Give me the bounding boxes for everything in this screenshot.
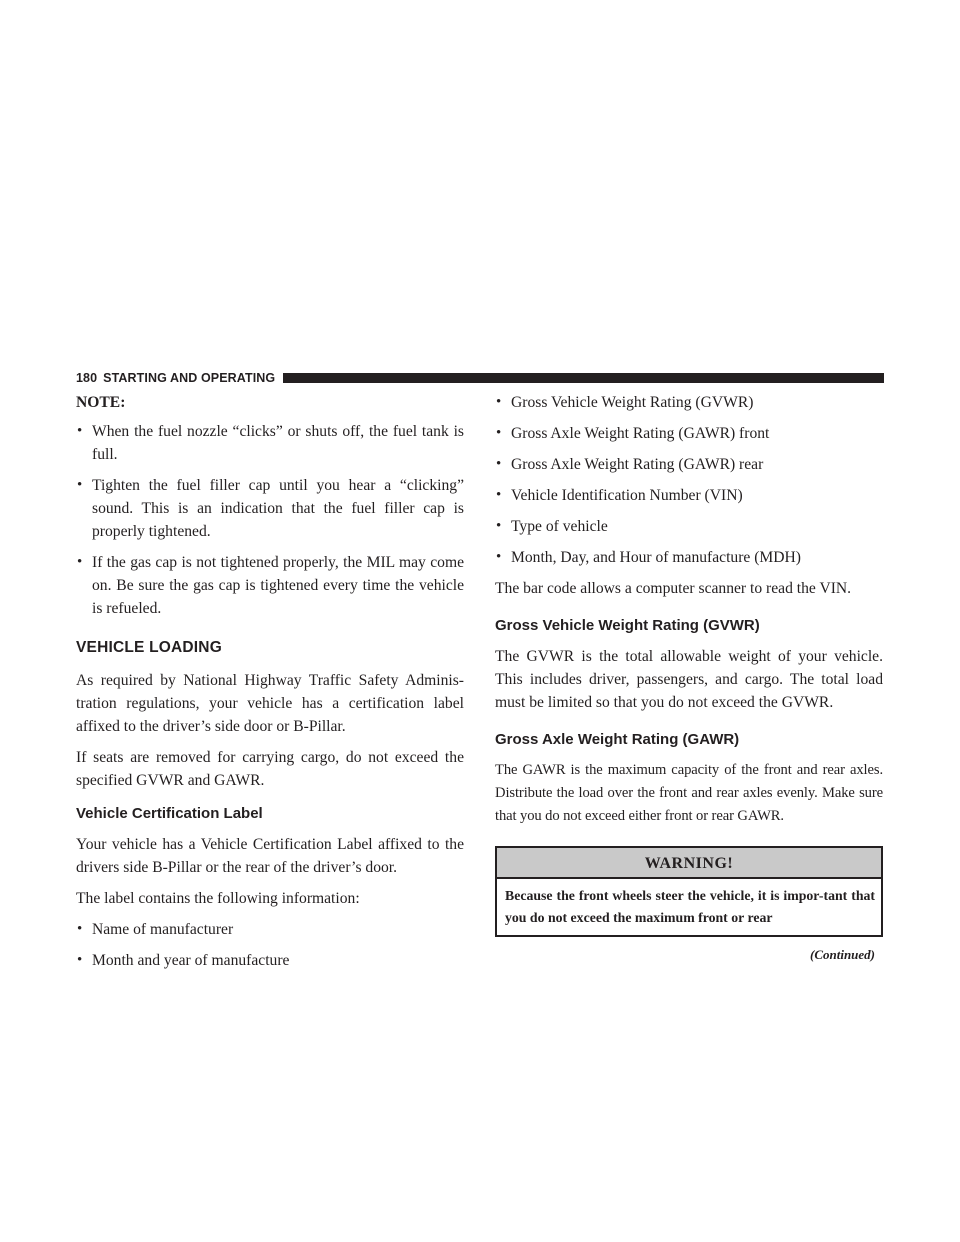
certification-label-heading: Vehicle Certification Label <box>76 805 263 822</box>
certification-label-intro: The label contains the following information: <box>76 890 360 907</box>
bullet-icon: • <box>496 456 502 472</box>
bullet-icon: • <box>496 487 502 503</box>
note-label: NOTE: <box>76 394 126 411</box>
left-column <box>76 391 464 980</box>
bullet-icon: • <box>77 554 83 570</box>
bullet-icon: • <box>77 921 83 937</box>
label-info-item: • Name of manufacturer <box>76 918 464 941</box>
barcode-paragraph: The bar code allows a computer scanner to read the VIN. <box>495 580 852 597</box>
note-item: • When the fuel nozzle “clicks” or shuts off, the fuel tank is full. <box>76 420 464 466</box>
vehicle-loading-heading: VEHICLE LOADING <box>76 639 222 656</box>
right-column <box>495 391 883 966</box>
note-item: • If the gas cap is not tightened properly, the MIL may come on. Be sure the gas cap is tightened every time the vehicle is refueled. <box>76 551 464 620</box>
continued-label: (Continued) <box>809 947 875 962</box>
page-header <box>76 370 884 386</box>
note-item: • Tighten the fuel filler cap until you hear a “clicking” sound. This is an indication that the fuel filler cap is properly tightened. <box>76 474 464 543</box>
label-info-item: • Gross Axle Weight Rating (GAWR) front <box>495 422 883 445</box>
section-title: STARTING AND OPERATING <box>103 371 276 385</box>
gvwr-heading: Gross Vehicle Weight Rating (GVWR) <box>495 617 760 634</box>
label-info-list <box>76 918 464 972</box>
vehicle-loading-paragraph: If seats are removed for carrying cargo, do not exceed the specified GVWR and GAWR. <box>76 749 464 789</box>
label-info-item: • Type of vehicle <box>495 515 883 538</box>
vehicle-loading-paragraph: As required by National Highway Traffic Safety Adminis-tration regulations, your vehicle has a certification label affixed to the driver’s side door or B-Pillar. <box>76 672 464 735</box>
label-info-item: • Gross Vehicle Weight Rating (GVWR) <box>495 391 883 414</box>
label-info-list-continued <box>495 391 883 569</box>
bullet-icon: • <box>77 423 83 439</box>
bullet-icon: • <box>496 549 502 565</box>
warning-text: Because the front wheels steer the vehicle, it is impor-tant that you do not exceed the maximum front or rear <box>505 888 875 925</box>
bullet-icon: • <box>496 425 502 441</box>
warning-title: WARNING! <box>497 848 881 879</box>
header-rule <box>283 373 884 383</box>
bullet-icon: • <box>77 952 83 968</box>
label-info-item: • Vehicle Identification Number (VIN) <box>495 484 883 507</box>
bullet-icon: • <box>496 518 502 534</box>
bullet-icon: • <box>77 477 83 493</box>
certification-label-paragraph: Your vehicle has a Vehicle Certification Label affixed to the drivers side B-Pillar or the rear of the driver’s door. <box>76 836 464 876</box>
gawr-paragraph: The GAWR is the maximum capacity of the front and rear axles. Distribute the load over the front and rear axles evenly. Make sure that you do not exceed either front or rear GAWR. <box>495 762 883 824</box>
label-info-item: • Month and year of manufacture <box>76 949 464 972</box>
label-info-item: • Gross Axle Weight Rating (GAWR) rear <box>495 453 883 476</box>
warning-box <box>495 846 883 937</box>
page-number: 180 <box>76 371 98 385</box>
label-info-item: • Month, Day, and Hour of manufacture (MDH) <box>495 546 883 569</box>
note-list <box>76 420 464 620</box>
gawr-heading: Gross Axle Weight Rating (GAWR) <box>495 731 740 748</box>
bullet-icon: • <box>496 394 502 410</box>
gvwr-paragraph: The GVWR is the total allowable weight of your vehicle. This includes driver, passengers, and cargo. The total load must be limited so that you do not exceed the GVWR. <box>495 648 883 711</box>
